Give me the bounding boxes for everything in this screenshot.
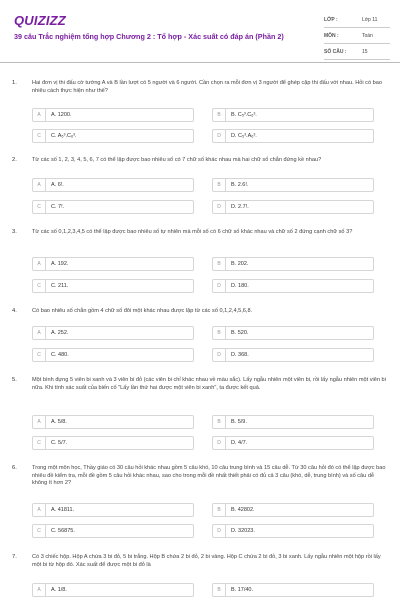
option-b[interactable] [212, 108, 374, 122]
meta-row-class [324, 12, 390, 28]
option-text: D. 180. [231, 283, 249, 289]
option-letter: D [213, 130, 226, 142]
meta-value: Toán [362, 32, 373, 39]
option-letter: A [33, 179, 46, 191]
logo-text: QUIZIZZ [14, 12, 66, 28]
option-text: B. 202. [231, 261, 249, 267]
option-letter: A [33, 327, 46, 339]
option-a[interactable] [32, 415, 194, 429]
question-text: Một bình đựng 5 viên bi xanh và 3 viên bi đỏ (các viên bi chỉ khác nhau về màu sắc). Lấy ngẫu nhiên một viên bi, rồi lấy ngẫu nhiên một viên bi nữa. Khi tính xác suất của biến cố "Lấy lần thứ hai được một viên bi xanh", ta được kết quả. [32, 377, 386, 391]
option-d[interactable] [212, 436, 374, 450]
option-letter: A [33, 504, 46, 516]
meta-value: Lớp 11 [362, 16, 378, 23]
option-b[interactable] [212, 583, 374, 597]
option-letter: D [213, 201, 226, 213]
option-text: A. 1200. [51, 112, 72, 118]
option-d[interactable] [212, 279, 374, 293]
option-text: A. 6!. [51, 182, 64, 188]
option-letter: B [213, 504, 226, 516]
option-c[interactable] [32, 524, 194, 538]
option-letter: B [213, 416, 226, 428]
meta-label: SỐ CÂU : [324, 48, 347, 55]
option-b[interactable] [212, 326, 374, 340]
option-b[interactable] [212, 257, 374, 271]
option-letter: D [213, 280, 226, 292]
option-d[interactable] [212, 200, 374, 214]
option-text: B. 520. [231, 330, 249, 336]
question-number: 3. [12, 229, 17, 235]
option-text: A. 41811. [51, 507, 75, 513]
option-text: D. 32023. [231, 528, 255, 534]
option-text: B. 2.6!. [231, 182, 249, 188]
option-text: B. C₅³.C₆³. [231, 112, 257, 118]
option-text: B. 17/40. [231, 587, 254, 593]
option-text: D. 2.7!. [231, 204, 249, 210]
option-letter: B [213, 179, 226, 191]
option-text: C. 5/7. [51, 440, 68, 446]
option-letter: A [33, 109, 46, 121]
option-letter: C [33, 525, 46, 537]
option-a[interactable] [32, 257, 194, 271]
option-c[interactable] [32, 436, 194, 450]
option-letter: A [33, 258, 46, 270]
option-letter: D [213, 437, 226, 449]
quizizz-logo [14, 13, 66, 27]
option-letter: B [213, 584, 226, 596]
option-text: C. 56875. [51, 528, 75, 534]
option-text: A. 1/8. [51, 587, 67, 593]
option-text: B. 5/9. [231, 419, 247, 425]
option-d[interactable] [212, 129, 374, 143]
option-letter: B [213, 327, 226, 339]
question-text: Trong một môn học, Thầy giáo có 30 câu hỏi khác nhau gồm 5 câu khó, 10 câu trung bình và 15 câu dễ. Từ 30 câu hỏi đó có thể lập được bao nhiêu đề kiểm tra, mỗi đề gồm 5 câu hỏi khác nhau, sao cho trong mỗi đề nhất thiết phải có đủ cả 3 câu (khó, dễ, trung bình) và số câu dễ không ít hơn 2? [32, 465, 386, 487]
question-number: 4. [12, 308, 17, 314]
option-letter: C [33, 349, 46, 361]
option-text: A. 5/8. [51, 419, 67, 425]
option-text: D. 368. [231, 352, 249, 358]
meta-label: LỚP : [324, 16, 338, 23]
question-number: 7. [12, 554, 17, 560]
option-c[interactable] [32, 279, 194, 293]
option-c[interactable] [32, 348, 194, 362]
meta-info [324, 12, 390, 60]
question-text: Có bao nhiêu số chẵn gồm 4 chữ số đôi một khác nhau được lập từ các số 0,1,2,4,5,6,8. [32, 308, 253, 314]
option-text: C. 7!. [51, 204, 65, 210]
question-text: Hai đơn vị thi đấu cờ tướng A và B lần lượt có 5 người và 6 người. Cần chọn ra mỗi đơn vị 3 người để ghép cặp thi đấu với nhau. Hỏi có bao nhiêu cách thực hiện như thế? [32, 80, 382, 94]
question-number: 1. [12, 80, 17, 86]
option-letter: A [33, 584, 46, 596]
question-text: Từ các số 1, 2, 3, 4, 5, 6, 7 có thể lập được bao nhiêu số có 7 chữ số khác nhau mà hai chữ số chẵn đứng kề nhau? [32, 157, 322, 163]
option-text: D. C₅³.A₆³. [231, 133, 257, 139]
option-a[interactable] [32, 583, 194, 597]
header [0, 0, 400, 63]
option-text: A. 252. [51, 330, 69, 336]
meta-row-subject [324, 28, 390, 44]
option-letter: D [213, 525, 226, 537]
option-d[interactable] [212, 348, 374, 362]
option-text: D. 4/7. [231, 440, 248, 446]
option-a[interactable] [32, 503, 194, 517]
option-c[interactable] [32, 200, 194, 214]
question-text: Từ các số 0,1,2,3,4,5 có thể lập được bao nhiêu số tự nhiên mà mỗi số có 6 chữ số khác nhau và chữ số 2 đứng cạnh chữ số 3? [32, 229, 353, 235]
option-letter: A [33, 416, 46, 428]
meta-label: MÔN : [324, 32, 339, 39]
question-text: Có 3 chiếc hộp. Hộp A chứa 3 bi đỏ, 5 bi trắng. Hộp B chứa 2 bi đỏ, 2 bi vàng. Hộp C chứa 2 bi đỏ, 3 bi xanh. Lấy ngẫu nhiên một hộp rồi lấy một bi từ hộp đó. Xác suất để được một bi đỏ là [32, 554, 381, 568]
option-b[interactable] [212, 178, 374, 192]
meta-row-count [324, 44, 390, 60]
option-text: C. A₅³.C₆³. [51, 133, 77, 139]
question-number: 5. [12, 377, 17, 383]
meta-value: 15 [362, 48, 368, 55]
option-a[interactable] [32, 108, 194, 122]
option-c[interactable] [32, 129, 194, 143]
page-title: 39 câu Trắc nghiệm tổng hợp Chương 2 : Tổ hợp - Xác suất có đáp án (Phần 2) [14, 32, 284, 41]
option-text: B. 42802. [231, 507, 255, 513]
question-number: 2. [12, 157, 17, 163]
option-b[interactable] [212, 503, 374, 517]
option-letter: D [213, 349, 226, 361]
question-number: 6. [12, 465, 17, 471]
option-text: A. 192. [51, 261, 69, 267]
option-a[interactable] [32, 178, 194, 192]
option-letter: C [33, 201, 46, 213]
option-letter: C [33, 130, 46, 142]
option-letter: C [33, 437, 46, 449]
option-a[interactable] [32, 326, 194, 340]
option-letter: C [33, 280, 46, 292]
option-d[interactable] [212, 524, 374, 538]
option-b[interactable] [212, 415, 374, 429]
option-letter: B [213, 109, 226, 121]
option-text: C. 480. [51, 352, 69, 358]
option-letter: B [213, 258, 226, 270]
option-text: C. 211. [51, 283, 69, 289]
